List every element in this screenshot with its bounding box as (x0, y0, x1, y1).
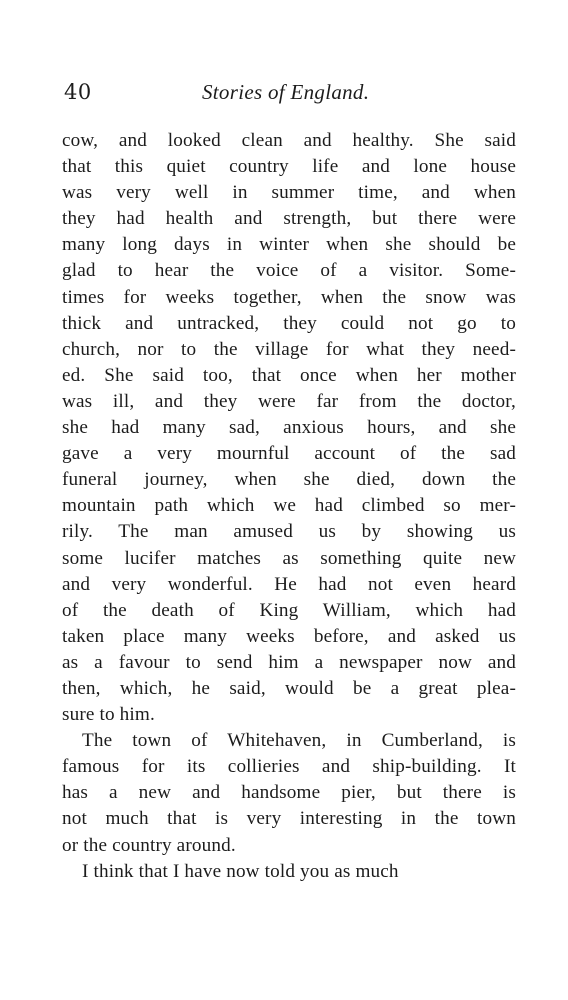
text-line: mountain path which we had climbed so mer- (62, 495, 516, 517)
paragraph (62, 859, 516, 885)
text-line: glad to hear the voice of a visitor. Some- (62, 260, 516, 282)
text-line: thick and untracked, they could not go to (62, 312, 516, 334)
text-line: as a favour to send him a newspaper now and (62, 651, 516, 673)
text-line: I think that I have now told you as much (82, 860, 399, 882)
body-text (62, 128, 516, 885)
text-line: rily. The man amused us by showing us (62, 521, 516, 543)
text-line: then, which, he said, would be a great plea- (62, 677, 516, 699)
text-line: taken place many weeks before, and asked us (62, 625, 516, 647)
running-head: Stories of England. (202, 80, 370, 104)
text-line: cow, and looked clean and healthy. She said (62, 130, 516, 151)
text-line: ed. She said too, that once when her mother (62, 364, 516, 386)
text-line: sure to him. (62, 704, 155, 726)
page-number: 40 (64, 80, 92, 104)
text-line: they had health and strength, but there were (62, 208, 516, 230)
text-line: church, nor to the village for what they need- (62, 338, 516, 360)
text-line: times for weeks together, when the snow was (62, 286, 516, 308)
paragraph (62, 728, 516, 858)
page-header (58, 80, 516, 110)
text-line: funeral journey, when she died, down the (62, 469, 516, 491)
text-line: that this quiet country life and lone house (62, 156, 516, 178)
text-line: and very wonderful. He had not even heard (62, 573, 516, 595)
paragraph (62, 128, 516, 728)
text-line: or the country around. (62, 834, 236, 856)
text-line: famous for its collieries and ship-building. It (62, 756, 516, 778)
text-line: of the death of King William, which had (62, 599, 516, 621)
text-line: was very well in summer time, and when (62, 182, 516, 204)
text-line: has a new and handsome pier, but there is (62, 782, 516, 804)
text-line: many long days in winter when she should be (62, 234, 516, 256)
text-line: The town of Whitehaven, in Cumberland, is (82, 730, 516, 752)
text-line: some lucifer matches as something quite new (62, 547, 516, 569)
text-line: was ill, and they were far from the doctor, (62, 390, 516, 412)
text-line: she had many sad, anxious hours, and she (62, 417, 516, 439)
text-line: not much that is very interesting in the town (62, 808, 516, 830)
text-line: gave a very mournful account of the sad (62, 443, 516, 465)
